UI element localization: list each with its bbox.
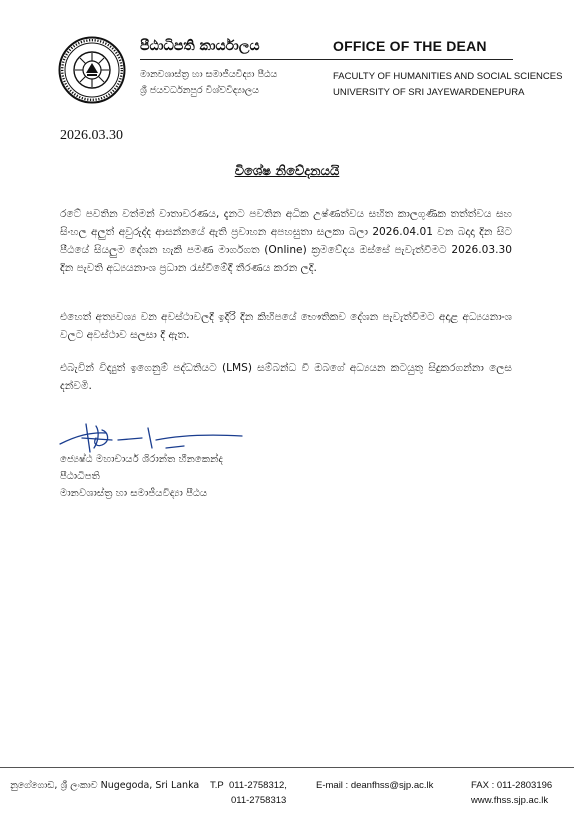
university-name-english: UNIVERSITY OF SRI JAYEWARDENEPURA [333, 87, 525, 98]
header-divider [140, 59, 513, 60]
footer-address: නුගේගොඩ, ශ්‍රී ලංකාව Nugegoda, Sri Lanka [10, 780, 200, 791]
notice-paragraph-1: රටේ පවතින වත්මන් වාතාවරණය, දැනට පවතින අධික උෂ්ණත්වය සහිත කාලගුණික තත්ත්වය සහ සිංහල අලුත් අවුරුද්ද ආසන්නයේ ඇති ප්‍රවාහන අපහසුතා සලකා බලා 2026.04.01 වන බදාදා දින සිට පීඨයේ සියලුම දේශන හැකි පමණ මාර්ගගත (Online) ක්‍රමවේදය ඔස්සේ පැවැත්වීමට 2026.03.30 දින පැවති අධ්‍යයනාංශ ප්‍රධාන රැස්වීමේදී තීරණය කරන ලදි. [60, 208, 512, 274]
university-logo-seal [58, 36, 126, 104]
faculty-name-sinhala: මානවශාස්ත්‍ර හා සමාජීයවිද්‍යා පීඨය [140, 69, 278, 80]
footer-website: www.fhss.sjp.ac.lk [471, 795, 549, 806]
notice-heading-text: විශේෂ නිවේදනයයි [234, 164, 340, 179]
notice-heading [0, 164, 574, 179]
footer-fax: FAX : 011-2803196 [471, 780, 553, 791]
footer-phone-number-1: 011-2758312, [229, 780, 287, 791]
signatory-faculty: මානවශාස්ත්‍ර හා සමාජීයවිද්‍යා පීඨය [60, 488, 208, 499]
notice-paragraph-2: එහෙත් අත්‍යවශ්‍ය වන අවස්ථාවලදී ඉදිරි දින කිහිපයේ භෞතිකව දේශන පැවැත්වීමට අදාළ අධ්‍යයනාංශ වලට අවස්ථාව සලසා දී ඇත. [60, 311, 512, 341]
office-title-english: OFFICE OF THE DEAN [333, 38, 487, 54]
footer-phone-number-2: 011-2758313 [231, 795, 287, 806]
footer-divider [0, 767, 574, 768]
faculty-name-english: FACULTY OF HUMANITIES AND SOCIAL SCIENCES [333, 71, 563, 82]
footer-phone-1 [210, 780, 287, 791]
footer-phone-label: T.P [210, 780, 224, 791]
university-name-sinhala: ශ්‍රී ජයවර්ධනපුර විශ්වවිද්‍යාලය [140, 85, 260, 96]
footer-email: E-mail : deanfhss@sjp.ac.lk [316, 780, 434, 791]
signatory-name: ජ්‍යෙෂ්ඨ මහාචාර්ය ශිරාන්ත හීනකෙන්ද [60, 454, 223, 465]
signatory-title: පීඨාධිපති [60, 471, 100, 482]
office-title-sinhala: පීඨාධිපති කාර්යාලය [140, 38, 260, 54]
notice-date: 2026.03.30 [60, 128, 123, 143]
handwritten-signature [56, 418, 246, 458]
notice-paragraph-3: එබැවින් විද්‍යුත් ඉගෙනුම් පද්ධතියට (LMS) සම්බන්ධ වී ඔබගේ අධ්‍යයන කටයුතු සිදුකරගන්නා ලෙස දන්වමි. [60, 362, 512, 392]
